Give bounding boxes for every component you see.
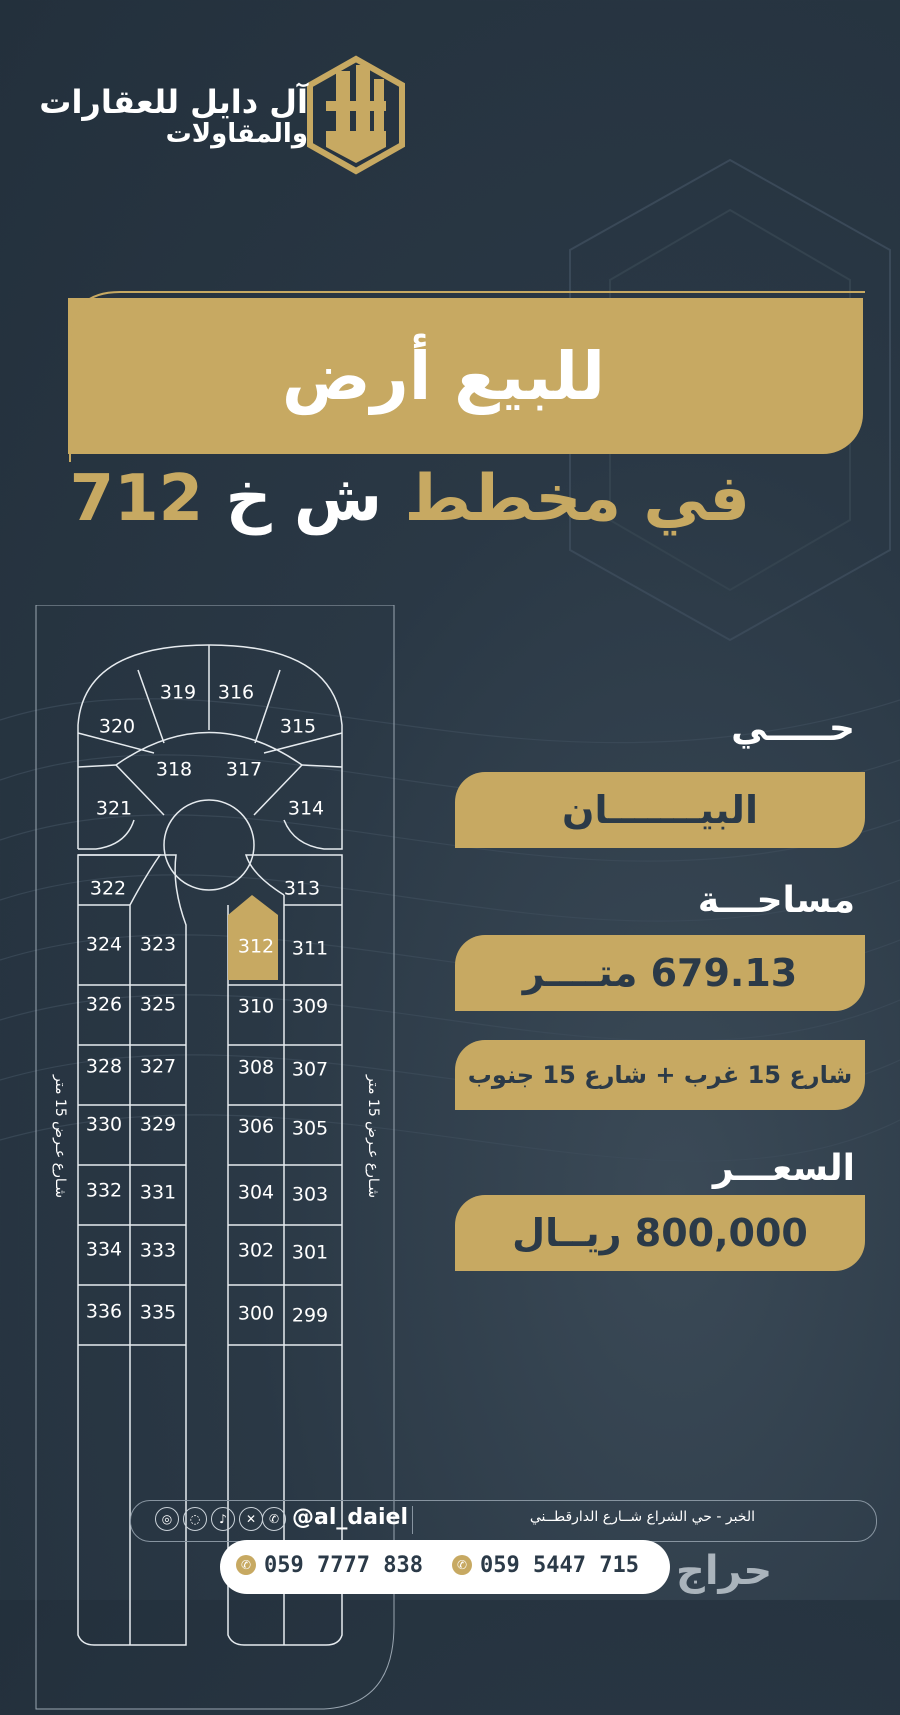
company-logo (306, 55, 406, 181)
plan-number: 712 (69, 462, 204, 536)
lot-label-306: 306 (237, 1115, 275, 1138)
social-handle[interactable]: @al_daiel (292, 1505, 408, 1530)
lot-label-317: 317 (225, 758, 263, 781)
lot-label-314: 314 (287, 797, 325, 820)
lot-label-311: 311 (291, 937, 329, 960)
lot-label-334: 334 (85, 1238, 123, 1261)
lot-label-305: 305 (291, 1117, 329, 1140)
company-name-line2: والمقاولات (165, 119, 308, 149)
company-name-line1: آل دايل للعقارات (39, 83, 308, 121)
lot-label-312: 312 (237, 935, 275, 958)
lot-label-304: 304 (237, 1181, 275, 1204)
lot-label-325: 325 (139, 993, 177, 1016)
tiktok-icon[interactable]: ♪ (211, 1507, 235, 1531)
lot-label-300: 300 (237, 1302, 275, 1325)
phone-icon: ✆ (452, 1555, 472, 1575)
company-name (39, 83, 308, 149)
lot-label-313: 313 (283, 877, 321, 900)
haraj-watermark: حراج (676, 1548, 773, 1594)
phone-number-2[interactable]: 059 5447 715 (480, 1553, 639, 1578)
lot-label-320: 320 (98, 715, 136, 738)
lot-label-307: 307 (291, 1058, 329, 1081)
lot-label-323: 323 (139, 933, 177, 956)
for-sale-title: للبيع أرض (281, 338, 605, 415)
lot-label-326: 326 (85, 993, 123, 1016)
lot-label-328: 328 (85, 1055, 123, 1078)
plan-code: ش خ (225, 462, 383, 536)
lot-label-331: 331 (139, 1181, 177, 1204)
plan-headline (69, 462, 750, 552)
snapchat-icon[interactable]: ◌ (183, 1507, 207, 1531)
price-pill (455, 1195, 865, 1271)
instagram-icon[interactable]: ◎ (155, 1507, 179, 1531)
whatsapp-icon[interactable]: ✆ (262, 1507, 286, 1531)
lot-label-309: 309 (291, 995, 329, 1018)
street-label-right: شـارع عـرض 15 متر (365, 1075, 381, 1198)
lot-label-324: 324 (85, 933, 123, 956)
lot-label-299: 299 (291, 1304, 329, 1327)
footer-divider (412, 1506, 413, 1534)
lot-label-330: 330 (85, 1113, 123, 1136)
plan-prefix: في مخطط (404, 462, 750, 536)
phone-bar (220, 1540, 670, 1594)
district-pill (455, 772, 865, 848)
footer-address: الخبر - حي الشراع شــارع الدارقطــني (529, 1509, 755, 1525)
lot-label-332: 332 (85, 1179, 123, 1202)
area-pill (455, 935, 865, 1011)
lot-label-329: 329 (139, 1113, 177, 1136)
lot-label-302: 302 (237, 1239, 275, 1262)
lot-label-335: 335 (139, 1301, 177, 1324)
streets-value: شارع 15 غرب + شارع 15 جنوب (467, 1061, 853, 1089)
area-value: 679.13 متــــر (522, 951, 798, 995)
lot-label-308: 308 (237, 1056, 275, 1079)
lot-label-327: 327 (139, 1055, 177, 1078)
lot-label-322: 322 (89, 877, 127, 900)
district-label: حـــــي (731, 708, 855, 749)
lot-label-315: 315 (279, 715, 317, 738)
banner-outline-decoration (60, 282, 880, 464)
lot-label-303: 303 (291, 1183, 329, 1206)
lot-label-316: 316 (217, 681, 255, 704)
streets-pill (455, 1040, 865, 1110)
street-label-left: شـارع عـرض 15 متر (52, 1075, 68, 1198)
x-icon[interactable]: ✕ (239, 1507, 263, 1531)
lot-label-301: 301 (291, 1241, 329, 1264)
lot-label-333: 333 (139, 1239, 177, 1262)
lot-label-318: 318 (155, 758, 193, 781)
lot-label-321: 321 (95, 797, 133, 820)
price-label: السعـــر (712, 1148, 855, 1189)
phone-number-1[interactable]: 059 7777 838 (264, 1553, 423, 1578)
area-label: مساحـــة (697, 880, 855, 921)
lot-label-336: 336 (85, 1300, 123, 1323)
brand-header (0, 45, 900, 185)
lot-label-319: 319 (159, 681, 197, 704)
phone-icon: ✆ (236, 1555, 256, 1575)
lot-label-310: 310 (237, 995, 275, 1018)
price-value: 800,000 ريــال (512, 1211, 808, 1255)
district-value: البيـــــــان (562, 788, 758, 832)
